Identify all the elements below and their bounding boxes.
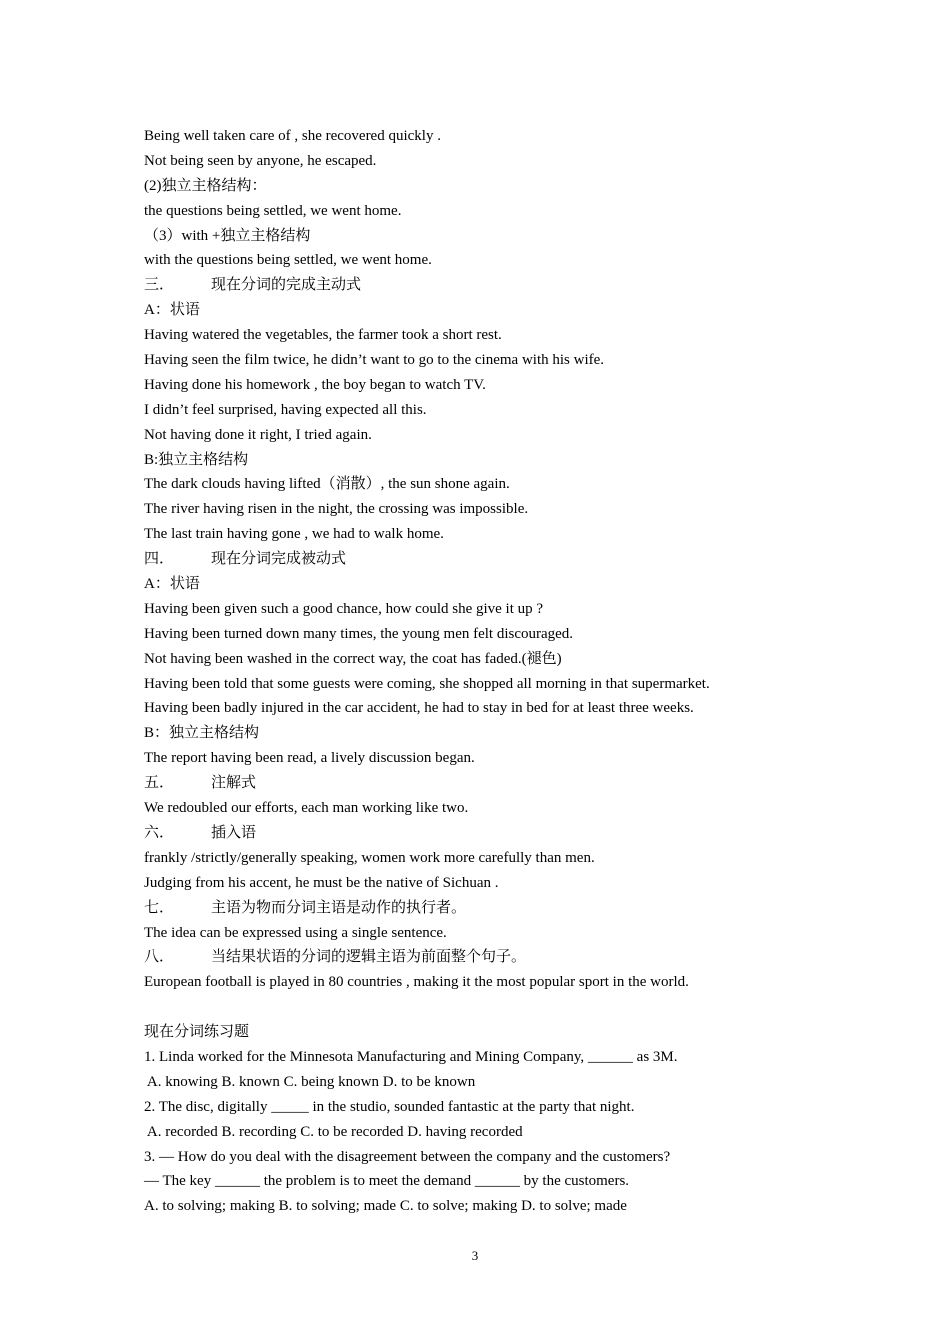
section-number: 四． — [144, 551, 175, 568]
exercise-question: 3. — How do you deal with the disagreement between the company and the customers? — [144, 1148, 671, 1165]
section-heading-4 — [144, 547, 844, 572]
page-number: 3 — [471, 1248, 479, 1263]
text-line: The last train having gone , we had to walk home. — [144, 526, 444, 543]
text-line: B:独立主格结构 — [144, 451, 249, 468]
text-line: The river having risen in the night, the crossing was impossible. — [144, 501, 529, 518]
text-line: Being well taken care of , she recovered quickly . — [144, 128, 441, 144]
text-line: European football is played in 80 countries , making it the most popular sport in the world. — [144, 974, 689, 991]
text-line: We redoubled our efforts, each man working like two. — [144, 800, 469, 817]
section-number: 七． — [144, 899, 175, 916]
text-line: A：状语 — [144, 576, 200, 593]
text-line: B：独立主格结构 — [144, 725, 260, 742]
section-title: 主语为物而分词主语是动作的执行者。 — [211, 899, 467, 916]
exercise-options: A. to solving; making B. to solving; made C. to solve; making D. to solve; made — [144, 1198, 627, 1215]
text-line: Having been badly injured in the car accident, he had to stay in bed for at least three weeks. — [144, 700, 694, 717]
exercise-question: 1. Linda worked for the Minnesota Manufacturing and Mining Company, ______ as 3M. — [144, 1048, 678, 1065]
section-heading-8 — [144, 945, 844, 970]
exercise-question: — The key ______ the problem is to meet the demand ______ by the customers. — [144, 1173, 630, 1190]
section-number: 六． — [144, 824, 175, 841]
section-title: 当结果状语的分词的逻辑主语为前面整个句子。 — [211, 949, 527, 966]
section-number: 八． — [144, 949, 175, 966]
exercise-title: 现在分词练习题 — [144, 1024, 250, 1041]
section-title: 现在分词完成被动式 — [211, 551, 347, 568]
section-heading-7 — [144, 896, 844, 921]
text-line: Having done his homework , the boy began to watch TV. — [144, 376, 486, 393]
text-line: I didn’t feel surprised, having expected all this. — [144, 401, 427, 418]
section-heading-5 — [144, 771, 844, 796]
exercise-options: A. recorded B. recording C. to be recorded D. having recorded — [144, 1123, 523, 1140]
text-line: Judging from his accent, he must be the native of Sichuan . — [144, 874, 499, 891]
section-title: 现在分词的完成主动式 — [211, 277, 362, 294]
text-line: with the questions being settled, we went home. — [144, 252, 432, 269]
text-line: Having been turned down many times, the young men felt discouraged. — [144, 625, 574, 642]
text-line: Having been told that some guests were coming, she shopped all morning in that supermarket. — [144, 675, 710, 692]
section-heading-6 — [144, 821, 844, 846]
text-line: （3）with +独立主格结构 — [144, 227, 311, 244]
text-line: Having seen the film twice, he didn’t want to go to the cinema with his wife. — [144, 352, 605, 369]
text-line: (2)独立主格结构： — [144, 177, 267, 194]
text-line: Having been given such a good chance, how could she give it up ? — [144, 600, 544, 617]
text-line: A：状语 — [144, 302, 200, 319]
text-line: Not having done it right, I tried again. — [144, 426, 372, 443]
section-number: 三． — [144, 277, 175, 294]
section-title: 注解式 — [211, 775, 257, 792]
text-line: The idea can be expressed using a single sentence. — [144, 924, 447, 941]
section-number: 五． — [144, 775, 175, 792]
text-line: the questions being settled, we went home. — [144, 202, 402, 219]
text-line: frankly /strictly/generally speaking, women work more carefully than men. — [144, 849, 595, 866]
text-line: Having watered the vegetables, the farmer took a short rest. — [144, 327, 502, 344]
exercise-options: A. knowing B. known C. being known D. to be known — [144, 1073, 476, 1090]
section-heading-3 — [144, 273, 844, 298]
text-line: The report having been read, a lively discussion began. — [144, 750, 475, 767]
text-line: The dark clouds having lifted（消散）, the sun shone again. — [144, 476, 510, 493]
blank-line — [144, 995, 844, 1020]
text-line: Not being seen by anyone, he escaped. — [144, 152, 377, 169]
section-title: 插入语 — [211, 824, 257, 841]
text-line: Not having been washed in the correct way, the coat has faded.(褪色) — [144, 650, 562, 667]
document-body — [144, 124, 844, 1219]
exercise-question: 2. The disc, digitally _____ in the studio, sounded fantastic at the party that night. — [144, 1098, 635, 1115]
